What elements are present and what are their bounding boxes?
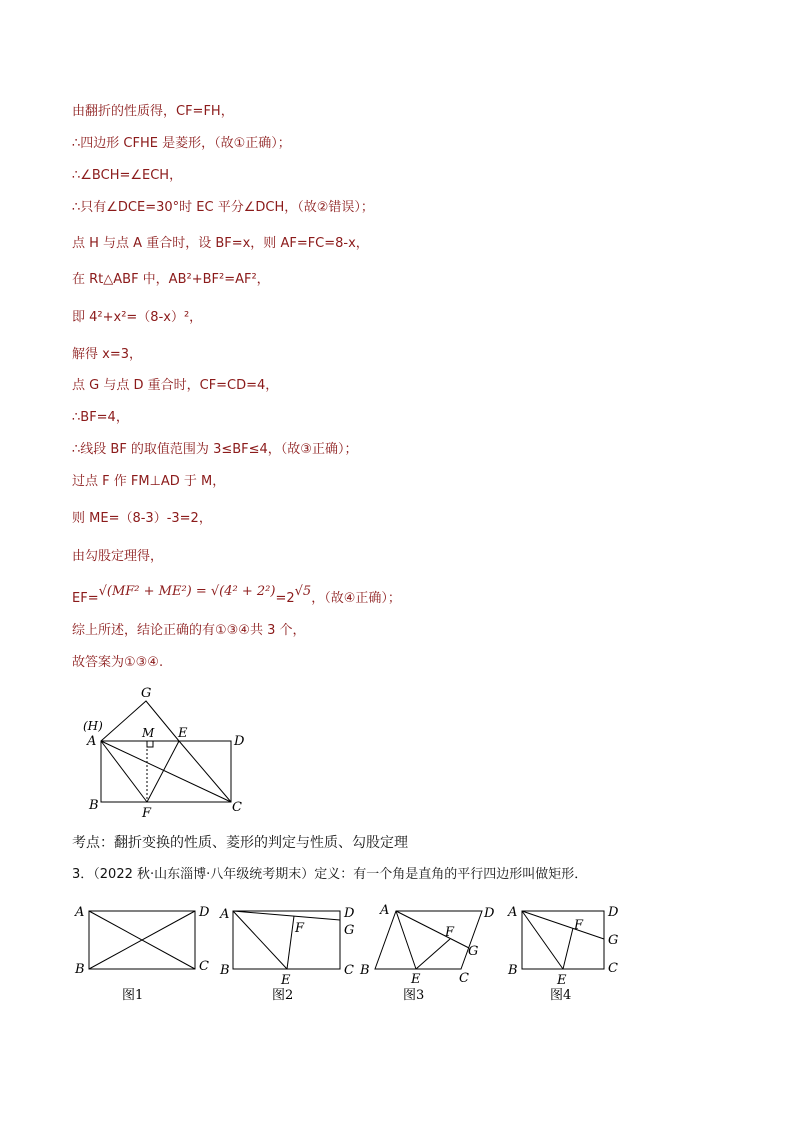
fig4-label-B: B <box>508 963 518 978</box>
fig2-EF <box>287 916 294 969</box>
fig2-label-C: C <box>344 963 354 978</box>
fig1-label-B: B <box>75 962 85 977</box>
fig1-label-C: C <box>199 959 209 974</box>
line-4: ∴只有∠DCE=30°时 EC 平分∠DCH，（故②错误）； <box>72 200 374 215</box>
fig4-label-A: A <box>508 905 518 920</box>
fig2-AG <box>233 911 340 920</box>
line-6: 在 Rt△ABF 中，AB²+BF²=AF²， <box>72 272 270 287</box>
fig4-AE <box>522 911 563 969</box>
fold-diagram <box>80 684 250 820</box>
ef-formula: √(MF² + ME²) = √(4² + 2²) <box>98 584 276 599</box>
label-M: M <box>142 726 155 740</box>
fig2-label-G: G <box>344 923 355 938</box>
fig4-label-F: F <box>574 918 584 933</box>
fig2-label-D: D <box>344 906 355 921</box>
label-C: C <box>232 800 242 815</box>
fig2-label-B: B <box>220 963 230 978</box>
line-12: 过点 F 作 FM⊥AD 于 M， <box>72 474 226 489</box>
line-8: 解得 x=3， <box>72 347 142 362</box>
caption-fig3: 图3 <box>403 988 425 1003</box>
fig3-label-F: F <box>445 925 455 940</box>
fig4-label-C: C <box>608 961 618 976</box>
fig4-rect <box>522 911 604 969</box>
line-10: ∴BF=4， <box>72 410 129 425</box>
fig2-label-E: E <box>281 973 291 988</box>
line-3: ∴∠BCH=∠ECH， <box>72 168 183 183</box>
fig3-label-E: E <box>411 972 421 987</box>
fig2-label-F: F <box>295 921 305 936</box>
line-1: 由翻折的性质得，CF=FH， <box>72 104 234 119</box>
segment-A-F <box>101 741 147 802</box>
caption-fig4: 图4 <box>550 988 572 1003</box>
line-5: 点 H 与点 A 重合时，设 BF=x，则 AF=FC=8-x， <box>72 236 369 251</box>
fig4-label-D: D <box>608 905 619 920</box>
fig4-label-G: G <box>608 933 619 948</box>
caption-fig2: 图2 <box>272 988 294 1003</box>
line-13: 则 ME=（8-3）-3=2， <box>72 511 212 526</box>
answer-line: 故答案为①③④. <box>72 655 164 670</box>
label-G: G <box>141 686 152 701</box>
ef-line <box>72 584 401 614</box>
fig3-label-A: A <box>380 903 390 918</box>
segment-E-C <box>179 741 231 802</box>
fig3-label-C: C <box>459 971 469 986</box>
ef-suffix: ，（故④正确）； <box>311 591 401 606</box>
summary-line: 综上所述，结论正确的有①③④共 3 个， <box>72 623 306 638</box>
fig2-rect <box>233 911 340 969</box>
right-angle-mark <box>147 741 153 747</box>
label-H: (H) <box>83 719 103 733</box>
segment-A-G-E <box>101 701 179 741</box>
caption-fig1: 图1 <box>122 988 144 1003</box>
label-B: B <box>89 798 99 813</box>
fig3-parallelogram <box>375 911 482 969</box>
segment-A-C <box>101 741 231 802</box>
fig4-AG <box>522 911 604 939</box>
fig2-AE <box>233 911 287 969</box>
figures-row <box>70 898 630 1006</box>
ef-mid: =2 <box>275 591 295 606</box>
fig3-label-B: B <box>360 963 370 978</box>
fig3-label-D: D <box>484 906 495 921</box>
fig2-label-A: A <box>220 907 230 922</box>
question-3: 3．（2022 秋·山东淄博·八年级统考期末）定义：有一个角是直角的平行四边形叫做矩形． <box>72 867 588 882</box>
fig3-EF <box>416 939 450 969</box>
label-D: D <box>234 734 245 749</box>
line-9: 点 G 与点 D 重合时，CF=CD=4， <box>72 378 279 393</box>
fig4-label-E: E <box>557 973 567 988</box>
fig3-label-G: G <box>468 944 479 959</box>
line-2: ∴四边形 CFHE 是菱形，（故①正确）； <box>72 136 291 151</box>
fig4-EF <box>563 928 573 969</box>
line-7: 即 4²+x²=（8-x）²， <box>72 310 203 325</box>
ef-prefix: EF= <box>72 591 99 606</box>
label-A: A <box>87 734 97 749</box>
line-14: 由勾股定理得， <box>72 549 164 564</box>
line-11: ∴线段 BF 的取值范围为 3≤BF≤4，（故③正确）； <box>72 442 358 457</box>
ef-root: √5 <box>294 584 312 599</box>
segment-E-F <box>147 741 179 802</box>
label-F: F <box>142 806 152 820</box>
fig1-label-D: D <box>199 905 210 920</box>
fig1-label-A: A <box>75 905 85 920</box>
label-E: E <box>178 726 188 741</box>
kaodian: 考点：翻折变换的性质、菱形的判定与性质、勾股定理 <box>72 835 408 851</box>
